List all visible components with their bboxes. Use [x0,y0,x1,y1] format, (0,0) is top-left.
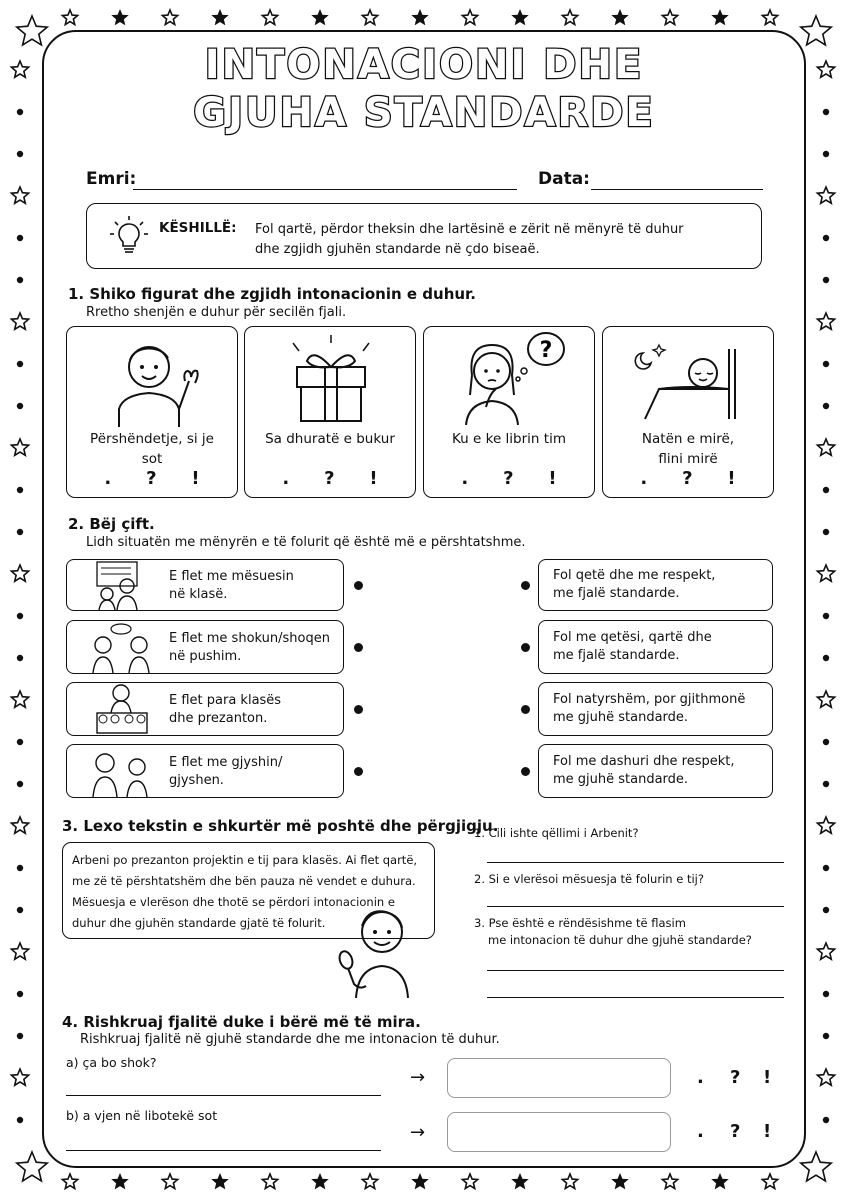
match-dot-left-1[interactable] [354,581,363,590]
match-right-3-line2: me gjuhë standarde. [553,710,689,725]
border-star [413,11,426,24]
tip-text [255,220,755,260]
border-star [817,565,834,581]
border-star [513,11,526,24]
card2-mark-period[interactable]: . [282,468,290,489]
match-left-3-line1: E flet para klasës [169,693,282,708]
match-dot-right-4[interactable] [521,767,530,776]
border-star [817,1069,834,1085]
card2-mark-question[interactable]: ? [324,468,335,489]
border-star [817,313,834,329]
border-star [613,11,626,24]
border-dot [823,991,829,997]
border-star [817,187,834,203]
border-star [162,1174,177,1189]
match-left-4[interactable] [66,744,344,798]
rewrite-a-mark-period[interactable]: . [697,1067,704,1088]
border-star [62,10,77,25]
border-star [262,10,277,25]
rewrite-a-answer-box[interactable] [447,1058,671,1098]
border-star [213,1175,226,1188]
border-star [11,439,28,455]
border-star [11,691,28,707]
tip-line-2: dhe zgjidh gjuhën standarde në çdo biseaë. [255,242,540,257]
sleeping-child-icon [629,339,749,423]
card-greeting [66,326,238,498]
section1-heading: 1. Shiko figurat dhe zgjidh intonacionin e duhur. [68,285,477,303]
border-dot [823,781,829,787]
border-dot [17,781,23,787]
border-star [362,10,377,25]
card1-text-line2: sot [141,451,163,467]
match-right-4[interactable] [538,744,773,798]
question-3a: 3. Pse është e rëndësishme të flasim [474,916,686,930]
border-dot [823,151,829,157]
rewrite-b-answer-box[interactable] [447,1112,671,1152]
two-friends-talking-icon [87,623,157,673]
border-dot [823,907,829,913]
tip-box [86,203,762,269]
section2-subtitle: Lidh situatën me mënyrën e të folurit që është më e përshtatshme. [86,535,526,550]
question-2: 2. Si e vlerësoi mësuesja të folurin e tij? [474,872,704,886]
lightbulb-icon [109,216,149,258]
border-star [362,1174,377,1189]
card4-mark-period[interactable]: . [640,468,648,489]
date-label: Data: [538,169,590,189]
match-left-1-line1: E flet me mësuesin [169,569,294,584]
match-right-4-line2: me gjuhë standarde. [553,772,689,787]
border-star [162,10,177,25]
card1-mark-question[interactable]: ? [146,468,157,489]
match-left-2[interactable] [66,620,344,674]
border-dot [823,1033,829,1039]
match-left-2-line1: E flet me shokun/shoqen [169,631,330,646]
border-star [17,16,47,45]
rewrite-a-arrow: → [410,1067,426,1088]
border-dot [823,739,829,745]
card3-mark-exclaim[interactable]: ! [548,468,557,489]
teacher-classroom-icon [93,560,149,610]
question-1: 1. Cili ishte qëllimi i Arbenit? [474,826,639,840]
border-dot [17,739,23,745]
grandparent-child-icon [87,747,157,797]
border-dot [17,1117,23,1123]
section3-heading: 3. Lexo tekstin e shkurtër më poshtë dhe përgjigju. [62,817,499,835]
match-right-3[interactable] [538,682,773,736]
match-right-1-line1: Fol qetë dhe me respekt, [553,568,716,583]
card3-mark-question[interactable]: ? [503,468,514,489]
card1-mark-period[interactable]: . [104,468,112,489]
border-star [562,10,577,25]
match-left-2-line2: në pushim. [169,649,242,664]
page-title-line1: INTONACIONI DHE [204,42,644,88]
border-star [762,1174,777,1189]
match-right-1-line2: me fjalë standarde. [553,586,680,601]
section1-subtitle: Rretho shenjën e duhur për secilën fjali. [86,305,347,320]
border-star [17,1152,47,1181]
reading-line-1: Arbeni po prezanton projektin e tij para klasës. Ai flet qartë, [72,853,418,867]
reading-line-2: me zë të përshtatshëm dhe bën pauza në vendet e duhura. [72,874,416,888]
card2-text-line1: Sa dhuratë e bukur [265,431,395,447]
match-left-1[interactable] [66,559,344,611]
card4-mark-question[interactable]: ? [682,468,693,489]
border-star [662,1174,677,1189]
border-dot [823,277,829,283]
rewrite-a-mark-exclaim[interactable]: ! [763,1067,772,1088]
match-right-3-line1: Fol natyrshëm, por gjithmonë [553,692,746,707]
card3-text-line1: Ku e ke librin tim [452,431,566,447]
tip-line-1: Fol qartë, përdor theksin dhe lartësinë e zërit në mënyrë të duhur [255,222,684,237]
name-field[interactable] [133,189,517,190]
answer-3-line-1[interactable] [487,970,784,971]
match-dot-right-3[interactable] [521,705,530,714]
border-star [11,187,28,203]
border-star [11,1069,28,1085]
rewrite-b-arrow: → [410,1122,426,1143]
match-right-2[interactable] [538,620,773,674]
border-dot [823,235,829,241]
card-question [423,326,595,498]
match-dot-left-2[interactable] [354,643,363,652]
match-right-1[interactable] [538,559,773,611]
question-3b: me intonacion të duhur dhe gjuhë standarde? [488,933,752,947]
rewrite-a-label: a) ça bo shok? [66,1055,157,1070]
border-star [113,11,126,24]
border-star [801,16,831,45]
border-star [817,691,834,707]
match-dot-left-3[interactable] [354,705,363,714]
border-dot [823,403,829,409]
border-dot [17,1033,23,1039]
border-dot [17,361,23,367]
border-dot [17,529,23,535]
match-dot-right-2[interactable] [521,643,530,652]
reading-line-4: duhur dhe gjuhën standarde gjatë të folurit. [72,916,326,930]
border-star [62,1174,77,1189]
boy-with-microphone-icon [328,902,424,998]
border-star [713,1175,726,1188]
match-dot-right-1[interactable] [521,581,530,590]
answer-2-line[interactable] [487,906,784,907]
gift-box-icon [283,333,379,423]
border-dot [823,529,829,535]
rewrite-a-line[interactable] [66,1095,381,1096]
card1-mark-exclaim[interactable]: ! [191,468,200,489]
match-left-4-line2: gjyshen. [169,773,224,788]
border-star [213,11,226,24]
reading-line-3: Mësuesja e vlerëson dhe thotë se përdori intonacionin e [72,895,395,909]
card3-mark-period[interactable]: . [461,468,469,489]
section2-heading: 2. Bëj çift. [68,515,155,533]
rewrite-b-mark-exclaim[interactable]: ! [763,1121,772,1142]
presenting-student-icon [87,683,157,735]
rewrite-b-mark-period[interactable]: . [697,1121,704,1142]
border-dot [17,655,23,661]
border-star [817,439,834,455]
rewrite-b-line[interactable] [66,1150,381,1151]
answer-1-line[interactable] [487,862,784,863]
match-left-3[interactable] [66,682,344,736]
border-star [713,11,726,24]
rewrite-b-label: b) a vjen në libotekë sot [66,1108,218,1123]
border-star [817,817,834,833]
card4-mark-exclaim[interactable]: ! [727,468,736,489]
border-star [11,817,28,833]
border-star [662,10,677,25]
border-dot [17,487,23,493]
border-star [462,1174,477,1189]
card2-mark-exclaim[interactable]: ! [369,468,378,489]
border-dot [17,991,23,997]
border-dot [823,613,829,619]
card-goodnight [602,326,774,498]
border-dot [823,655,829,661]
section4-subtitle: Rishkruaj fjalitë në gjuhë standarde dhe me intonacion të duhur. [80,1032,500,1047]
border-dot [17,613,23,619]
border-star [562,1174,577,1189]
match-right-4-line1: Fol me dashuri dhe respekt, [553,754,735,769]
border-star [613,1175,626,1188]
border-star [262,1174,277,1189]
rewrite-a-mark-question[interactable]: ? [730,1067,741,1088]
border-dot [17,403,23,409]
border-star [513,1175,526,1188]
rewrite-b-mark-question[interactable]: ? [730,1121,741,1142]
thinking-girl-icon [452,331,568,425]
border-star [413,1175,426,1188]
match-dot-left-4[interactable] [354,767,363,776]
border-star [113,1175,126,1188]
border-dot [17,907,23,913]
border-star [313,1175,326,1188]
name-label: Emri: [86,169,137,189]
border-star [313,11,326,24]
card4-text-line1: Natën e mirë, [641,431,735,447]
border-dot [17,235,23,241]
border-star [11,943,28,959]
match-right-2-line1: Fol me qetësi, qartë dhe [553,630,712,645]
tip-label: KËSHILLË: [159,220,237,236]
border-star [817,943,834,959]
border-dot [823,361,829,367]
match-left-4-line1: E flet me gjyshin/ [169,755,283,770]
border-dot [823,1117,829,1123]
date-field[interactable] [591,189,763,190]
border-dot [823,865,829,871]
border-star [762,10,777,25]
border-star [11,565,28,581]
section4-heading: 4. Rishkruaj fjalitë duke i bërë më të mira. [62,1013,421,1031]
page-title-line2: GJUHA STANDARDE [193,90,655,136]
match-right-2-line2: me fjalë standarde. [553,648,680,663]
svg-text:?: ? [539,338,553,363]
answer-3-line-2[interactable] [487,997,784,998]
border-star [801,1152,831,1181]
border-dot [17,865,23,871]
border-dot [17,277,23,283]
border-dot [17,151,23,157]
match-left-1-line2: në klasë. [169,587,228,602]
border-star [11,313,28,329]
card-gift [244,326,416,498]
waving-boy-icon [105,335,201,427]
match-left-3-line2: dhe prezanton. [169,711,268,726]
card1-text-line1: Përshëndetje, si je [90,431,214,447]
border-dot [823,487,829,493]
border-star [462,10,477,25]
card4-text-line2: flini mirë [658,451,718,467]
